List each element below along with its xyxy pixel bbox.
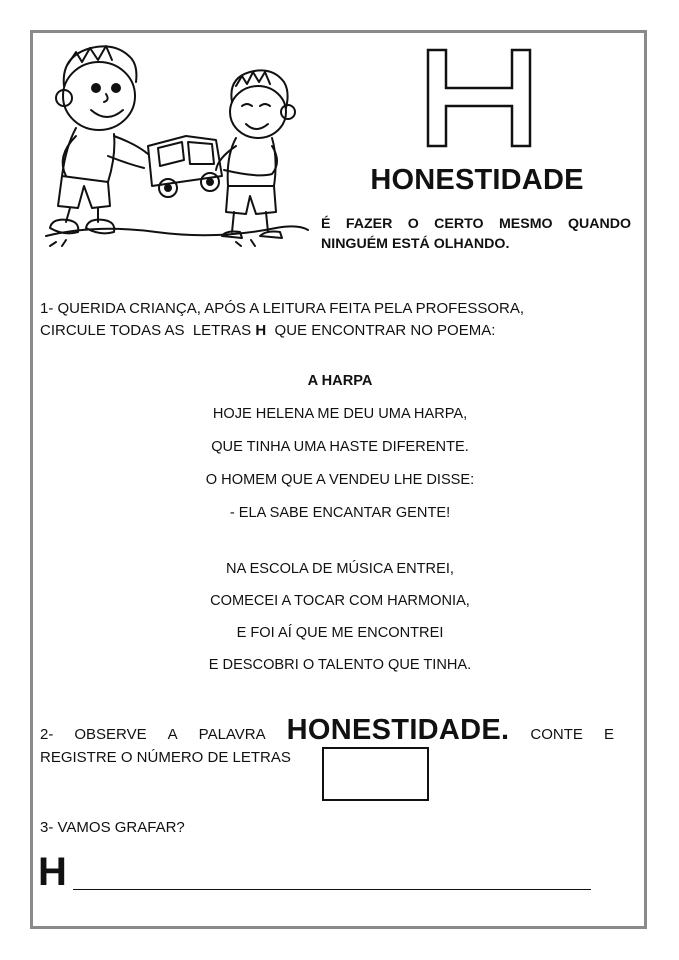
poem-line: - ELA SABE ENCANTAR GENTE! — [229, 505, 451, 521]
question-1-letter: H — [255, 322, 267, 339]
question-1-text: CIRCULE TODAS AS LETRAS — [40, 322, 256, 339]
question-1-line-1: 1- QUERIDA CRIANÇA, APÓS A LEITURA FEITA PELA PROFESSORA, — [40, 300, 525, 317]
question-2-word: A — [167, 726, 178, 743]
question-2-word: CONTE — [530, 726, 583, 743]
question-1-line-2 — [40, 320, 614, 342]
page-title: HONESTIDADE — [370, 164, 584, 196]
honesty-definition: É FAZER O CERTO MESMO QUANDO NINGUÉM ESTÁ OLHANDO. — [321, 216, 631, 252]
question-3: 3- VAMOS GRAFAR? — [40, 819, 185, 836]
letter-count-answer-box[interactable] — [322, 747, 429, 801]
poem-line: O HOMEM QUE A VENDEU LHE DISSE: — [205, 472, 475, 488]
outlined-letter-h — [424, 46, 534, 150]
question-1 — [40, 298, 614, 342]
poem-line: COMECEI A TOCAR COM HARMONIA, — [210, 593, 470, 609]
handwriting-letter-h: H — [38, 850, 67, 894]
poem-line: E FOI AÍ QUE ME ENCONTREI — [236, 625, 444, 641]
poem-line: E DESCOBRI O TALENTO QUE TINHA. — [208, 657, 472, 673]
question-2-word: 2- — [40, 726, 54, 743]
question-2-line-2: REGISTRE O NÚMERO DE LETRAS — [40, 749, 291, 766]
boys-with-toy-truck-illustration — [36, 36, 316, 251]
poem-line: NA ESCOLA DE MÚSICA ENTREI, — [226, 561, 454, 577]
poem-title: A HARPA — [307, 373, 373, 389]
question-2-word: PALAVRA — [198, 726, 266, 743]
handwriting-line[interactable] — [73, 889, 591, 890]
question-2-word: OBSERVE — [74, 726, 147, 743]
poem-line: QUE TINHA UMA HASTE DIFERENTE. — [211, 439, 469, 455]
question-2-line-1 — [40, 714, 614, 747]
highlighted-word-honestidade: HONESTIDADE. — [286, 714, 510, 746]
question-1-text-end: QUE ENCONTRAR NO POEMA: — [266, 322, 496, 339]
poem-line: HOJE HELENA ME DEU UMA HARPA, — [212, 406, 468, 422]
question-2-word: E — [603, 726, 614, 743]
